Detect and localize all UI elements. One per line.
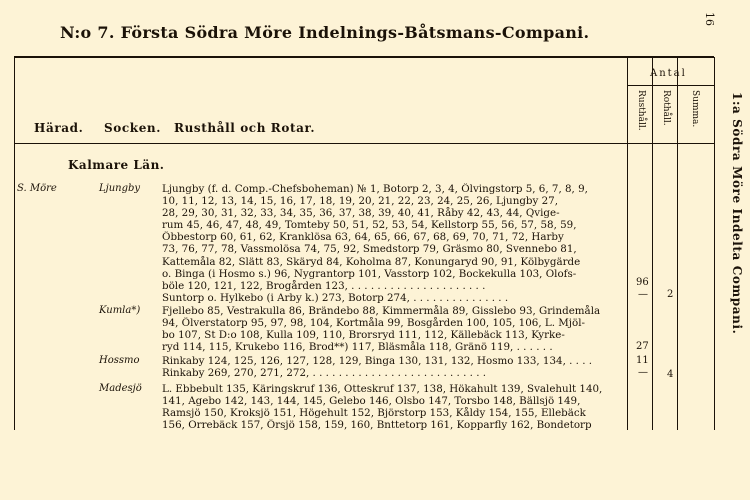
column-rusthall-och-rotar: Rusthåll och Rotar. (174, 121, 316, 135)
entry-line: Suntorp o. Hylkebo (i Arby k.) 273, Botorp 274, . . . . . . . . . . . . . . . (162, 291, 509, 304)
entry-line: Rinkaby 124, 125, 126, 127, 128, 129, Binga 130, 131, 132, Hosmo 133, 134, . . . . (162, 355, 593, 367)
rothall-count: 2 (667, 289, 674, 300)
entry-line: Fjellebo 85, Vestrakulla 86, Brändebo 88, Kimmermåla 89, Gisslebo 93, Grindemåla (162, 305, 601, 317)
entry-text (162, 183, 622, 304)
entry-line: 141, Agebo 142, 143, 144, 145, Gelebo 146, Olsbo 147, Torsbo 148, Bällsjö 149, (162, 395, 581, 408)
dash-mark: — (638, 289, 648, 300)
entry-line: böle 120, 121, 122, Brogården 123, . . . . . . . . . . . . . . . . . . . . . (162, 279, 486, 292)
column-rothall-count: Rothåll. (661, 90, 671, 126)
top-rule (14, 56, 714, 58)
entry-line: Öbbestorp 60, 61, 62, Kranklösa 63, 64, 65, 66, 67, 68, 69, 70, 71, 72, Harby (162, 231, 564, 244)
entry-line: 156, Orrebäck 157, Örsjö 158, 159, 160, Bnttetorp 161, Kopparfly 162, Bondetorp (162, 419, 592, 432)
rusthall-count: 27 (636, 341, 649, 352)
entry-text (162, 383, 622, 431)
socken-label: Hossmo (99, 355, 140, 366)
side-title: 1:a Södra Möre Indelta Compani. (730, 92, 744, 335)
county-heading: Kalmare Län. (68, 158, 165, 172)
page-heading: N:o 7. Första Södra Möre Indelnings-Båtsmans-Compani. (60, 23, 590, 42)
column-antal: Antal (650, 68, 687, 79)
entry-line: rum 45, 46, 47, 48, 49, Tomteby 50, 51, 52, 53, 54, Kellstorp 55, 56, 57, 58, 59, (162, 219, 577, 232)
entry-line: 94, Ölverstatorp 95, 97, 98, 104, Kortmåla 99, Bosgården 100, 105, 106, L. Mjöl- (162, 317, 585, 330)
entry-line: Kattemåla 82, Slätt 83, Skäryd 84, Koholma 87, Konungaryd 90, 91, Kölbygärde (162, 255, 581, 268)
entry-line: bo 107, St D:o 108, Kulla 109, 110, Brorsryd 111, 112, Källebäck 113, Kyrke- (162, 329, 565, 342)
entry-line: Rinkaby 269, 270, 271, 272, . . . . . . . . . . . . . . . . . . . . . . . . . . . (162, 367, 487, 380)
socken-label: Kumla*) (99, 305, 141, 316)
socken-label: Madesjö (99, 383, 142, 394)
entry-line: Ramsjö 150, Kroksjö 151, Högehult 152, Björstorp 153, Kåldy 154, 155, Ellebäck (162, 407, 586, 420)
header-rule (14, 143, 714, 144)
column-socken: Socken. (104, 121, 162, 135)
entry-line: o. Binga (i Hosmo s.) 96, Nygrantorp 101, Vasstorp 102, Bockekulla 103, Olofs- (162, 267, 577, 280)
entry-line: ryd 114, 115, Krukebo 116, Brod**) 117, Bläsmåla 118, Gränö 119, . . . . . . (162, 341, 553, 354)
entry-text (162, 355, 622, 379)
rusthall-divider (652, 57, 653, 430)
rusthall-count: 11 (636, 355, 649, 366)
left-border (14, 57, 15, 430)
rothall-divider (677, 57, 678, 430)
entry-line: L. Ebbebult 135, Käringskruf 136, Otteskruf 137, 138, Hökahult 139, Svalehult 140, (162, 383, 603, 395)
antal-rule (627, 85, 714, 86)
entry-line: 73, 76, 77, 78, Vassmolösa 74, 75, 92, Smedstorp 79, Gräsmo 80, Svennebo 81, (162, 243, 577, 256)
page-number: 16 (703, 12, 716, 26)
rothall-count: 4 (667, 369, 674, 380)
column-harad: Härad. (34, 121, 84, 135)
entry-line: Ljungby (f. d. Comp.-Chefsboheman) № 1, Botorp 2, 3, 4, Ölvingstorp 5, 6, 7, 8, 9, (162, 183, 588, 195)
entry-line: 28, 29, 30, 31, 32, 33, 34, 35, 36, 37, 38, 39, 40, 41, Råby 42, 43, 44, Qvige- (162, 207, 560, 220)
column-rusthall-count: Rusthåll. (636, 90, 646, 131)
antal-divider (627, 57, 628, 430)
right-border (714, 57, 715, 430)
harad-label: S. Möre (17, 183, 57, 194)
entry-line: 10, 11, 12, 13, 14, 15, 16, 17, 18, 19, 20, 21, 22, 23, 24, 25, 26, Ljungby 27, (162, 195, 558, 208)
dash-mark: — (638, 367, 648, 378)
rusthall-count: 96 (636, 277, 649, 288)
socken-label: Ljungby (99, 183, 141, 194)
column-summa: Summa. (690, 90, 700, 128)
entry-text (162, 305, 622, 353)
